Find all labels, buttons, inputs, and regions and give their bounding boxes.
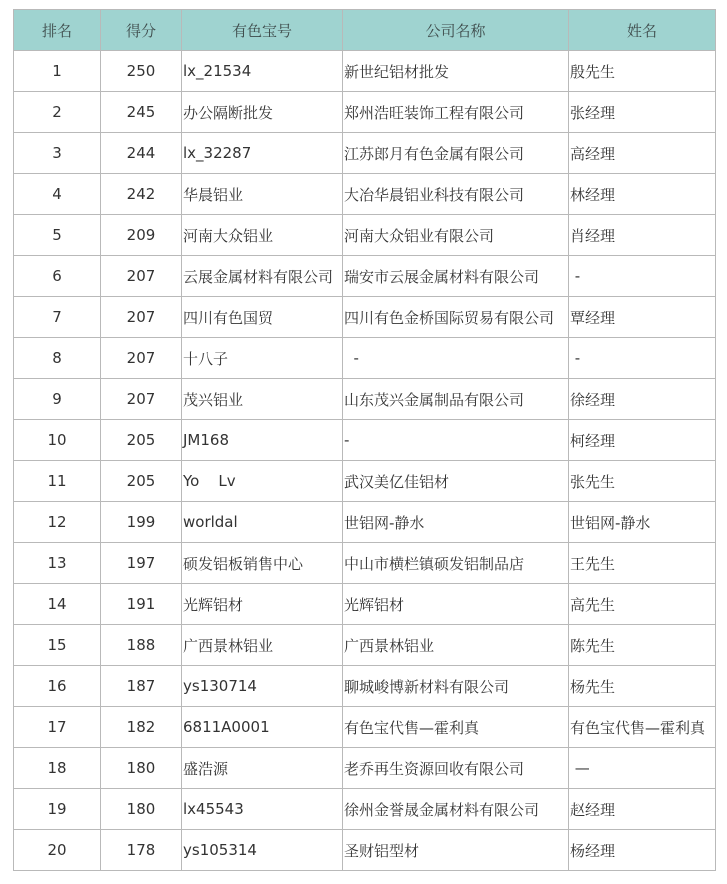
table-row	[14, 625, 716, 666]
company-name-cell: 江苏郎月有色金属有限公司	[343, 133, 569, 174]
youse-id-cell: 办公隔断批发	[182, 92, 343, 133]
contact-name-cell: 王先生	[569, 543, 716, 584]
table-row	[14, 502, 716, 543]
contact-name-cell: 赵经理	[569, 789, 716, 830]
score-cell: 242	[101, 174, 182, 215]
score-cell: 207	[101, 379, 182, 420]
company-name-cell: 光辉铝材	[343, 584, 569, 625]
table-row	[14, 748, 716, 789]
youse-id-cell: 四川有色国贸	[182, 297, 343, 338]
score-cell: 209	[101, 215, 182, 256]
table-row	[14, 174, 716, 215]
contact-name-cell: —	[569, 748, 716, 789]
youse-id-cell: 6811A0001	[182, 707, 343, 748]
score-cell: 244	[101, 133, 182, 174]
table-row	[14, 297, 716, 338]
table-row	[14, 461, 716, 502]
score-cell: 199	[101, 502, 182, 543]
contact-name-cell: 柯经理	[569, 420, 716, 461]
table-row	[14, 133, 716, 174]
youse-id-cell: 盛浩源	[182, 748, 343, 789]
contact-name-cell: 杨先生	[569, 666, 716, 707]
rank-cell: 6	[14, 256, 101, 297]
score-cell: 188	[101, 625, 182, 666]
company-name-cell: 武汉美亿佳铝材	[343, 461, 569, 502]
youse-id-cell: 十八子	[182, 338, 343, 379]
header-row	[14, 10, 716, 51]
youse-id-cell: Yo Lv	[182, 461, 343, 502]
score-cell: 207	[101, 297, 182, 338]
table-row	[14, 789, 716, 830]
score-cell: 187	[101, 666, 182, 707]
company-name-cell: 四川有色金桥国际贸易有限公司	[343, 297, 569, 338]
contact-name-cell: 覃经理	[569, 297, 716, 338]
score-cell: 205	[101, 420, 182, 461]
score-cell: 205	[101, 461, 182, 502]
rank-cell: 17	[14, 707, 101, 748]
header-contact-name: 姓名	[569, 10, 716, 51]
score-cell: 245	[101, 92, 182, 133]
company-name-cell: 聊城峻博新材料有限公司	[343, 666, 569, 707]
table-row	[14, 707, 716, 748]
rank-cell: 16	[14, 666, 101, 707]
company-name-cell: 中山市横栏镇硕发铝制品店	[343, 543, 569, 584]
company-name-cell: 徐州金誉晟金属材料有限公司	[343, 789, 569, 830]
company-name-cell: 大冶华晨铝业科技有限公司	[343, 174, 569, 215]
rank-cell: 10	[14, 420, 101, 461]
table-row	[14, 584, 716, 625]
header-youse-id: 有色宝号	[182, 10, 343, 51]
youse-id-cell: 光辉铝材	[182, 584, 343, 625]
score-cell: 207	[101, 338, 182, 379]
contact-name-cell: -	[569, 256, 716, 297]
company-name-cell: 圣财铝型材	[343, 830, 569, 871]
rank-cell: 5	[14, 215, 101, 256]
youse-id-cell: 华晨铝业	[182, 174, 343, 215]
score-cell: 191	[101, 584, 182, 625]
youse-id-cell: 广西景林铝业	[182, 625, 343, 666]
rank-cell: 9	[14, 379, 101, 420]
company-name-cell: 郑州浩旺装饰工程有限公司	[343, 92, 569, 133]
company-name-cell: 老乔再生资源回收有限公司	[343, 748, 569, 789]
youse-id-cell: ys130714	[182, 666, 343, 707]
rank-cell: 13	[14, 543, 101, 584]
table-header	[14, 10, 716, 51]
youse-id-cell: worldal	[182, 502, 343, 543]
contact-name-cell: 世铝网-静水	[569, 502, 716, 543]
table-row	[14, 51, 716, 92]
contact-name-cell: 林经理	[569, 174, 716, 215]
rank-cell: 2	[14, 92, 101, 133]
score-cell: 182	[101, 707, 182, 748]
contact-name-cell: 肖经理	[569, 215, 716, 256]
score-cell: 207	[101, 256, 182, 297]
company-name-cell: 瑞安市云展金属材料有限公司	[343, 256, 569, 297]
rank-cell: 12	[14, 502, 101, 543]
company-name-cell: 有色宝代售—霍利真	[343, 707, 569, 748]
contact-name-cell: 张先生	[569, 461, 716, 502]
company-name-cell: -	[343, 420, 569, 461]
ranking-table	[13, 9, 716, 871]
company-name-cell: 新世纪铝材批发	[343, 51, 569, 92]
rank-cell: 20	[14, 830, 101, 871]
table-row	[14, 666, 716, 707]
youse-id-cell: lx_32287	[182, 133, 343, 174]
score-cell: 180	[101, 789, 182, 830]
table-body	[14, 51, 716, 871]
company-name-cell: 广西景林铝业	[343, 625, 569, 666]
contact-name-cell: 杨经理	[569, 830, 716, 871]
rank-cell: 7	[14, 297, 101, 338]
table-row	[14, 830, 716, 871]
company-name-cell: 河南大众铝业有限公司	[343, 215, 569, 256]
company-name-cell: -	[343, 338, 569, 379]
rank-cell: 15	[14, 625, 101, 666]
youse-id-cell: lx_21534	[182, 51, 343, 92]
contact-name-cell: 张经理	[569, 92, 716, 133]
table-row	[14, 420, 716, 461]
youse-id-cell: 云展金属材料有限公司	[182, 256, 343, 297]
company-name-cell: 山东茂兴金属制品有限公司	[343, 379, 569, 420]
score-cell: 178	[101, 830, 182, 871]
company-name-cell: 世铝网-静水	[343, 502, 569, 543]
rank-cell: 11	[14, 461, 101, 502]
youse-id-cell: lx45543	[182, 789, 343, 830]
table-row	[14, 543, 716, 584]
rank-cell: 19	[14, 789, 101, 830]
contact-name-cell: 陈先生	[569, 625, 716, 666]
table-row	[14, 338, 716, 379]
table-row	[14, 379, 716, 420]
contact-name-cell: 殷先生	[569, 51, 716, 92]
contact-name-cell: 有色宝代售—霍利真	[569, 707, 716, 748]
rank-cell: 14	[14, 584, 101, 625]
contact-name-cell: 徐经理	[569, 379, 716, 420]
rank-cell: 1	[14, 51, 101, 92]
header-rank: 排名	[14, 10, 101, 51]
table-row	[14, 256, 716, 297]
table-row	[14, 92, 716, 133]
rank-cell: 3	[14, 133, 101, 174]
table-row	[14, 215, 716, 256]
contact-name-cell: -	[569, 338, 716, 379]
contact-name-cell: 高经理	[569, 133, 716, 174]
header-company-name: 公司名称	[343, 10, 569, 51]
youse-id-cell: 茂兴铝业	[182, 379, 343, 420]
youse-id-cell: JM168	[182, 420, 343, 461]
score-cell: 197	[101, 543, 182, 584]
header-score: 得分	[101, 10, 182, 51]
contact-name-cell: 高先生	[569, 584, 716, 625]
rank-cell: 8	[14, 338, 101, 379]
youse-id-cell: ys105314	[182, 830, 343, 871]
score-cell: 180	[101, 748, 182, 789]
rank-cell: 18	[14, 748, 101, 789]
youse-id-cell: 河南大众铝业	[182, 215, 343, 256]
youse-id-cell: 硕发铝板销售中心	[182, 543, 343, 584]
rank-cell: 4	[14, 174, 101, 215]
score-cell: 250	[101, 51, 182, 92]
